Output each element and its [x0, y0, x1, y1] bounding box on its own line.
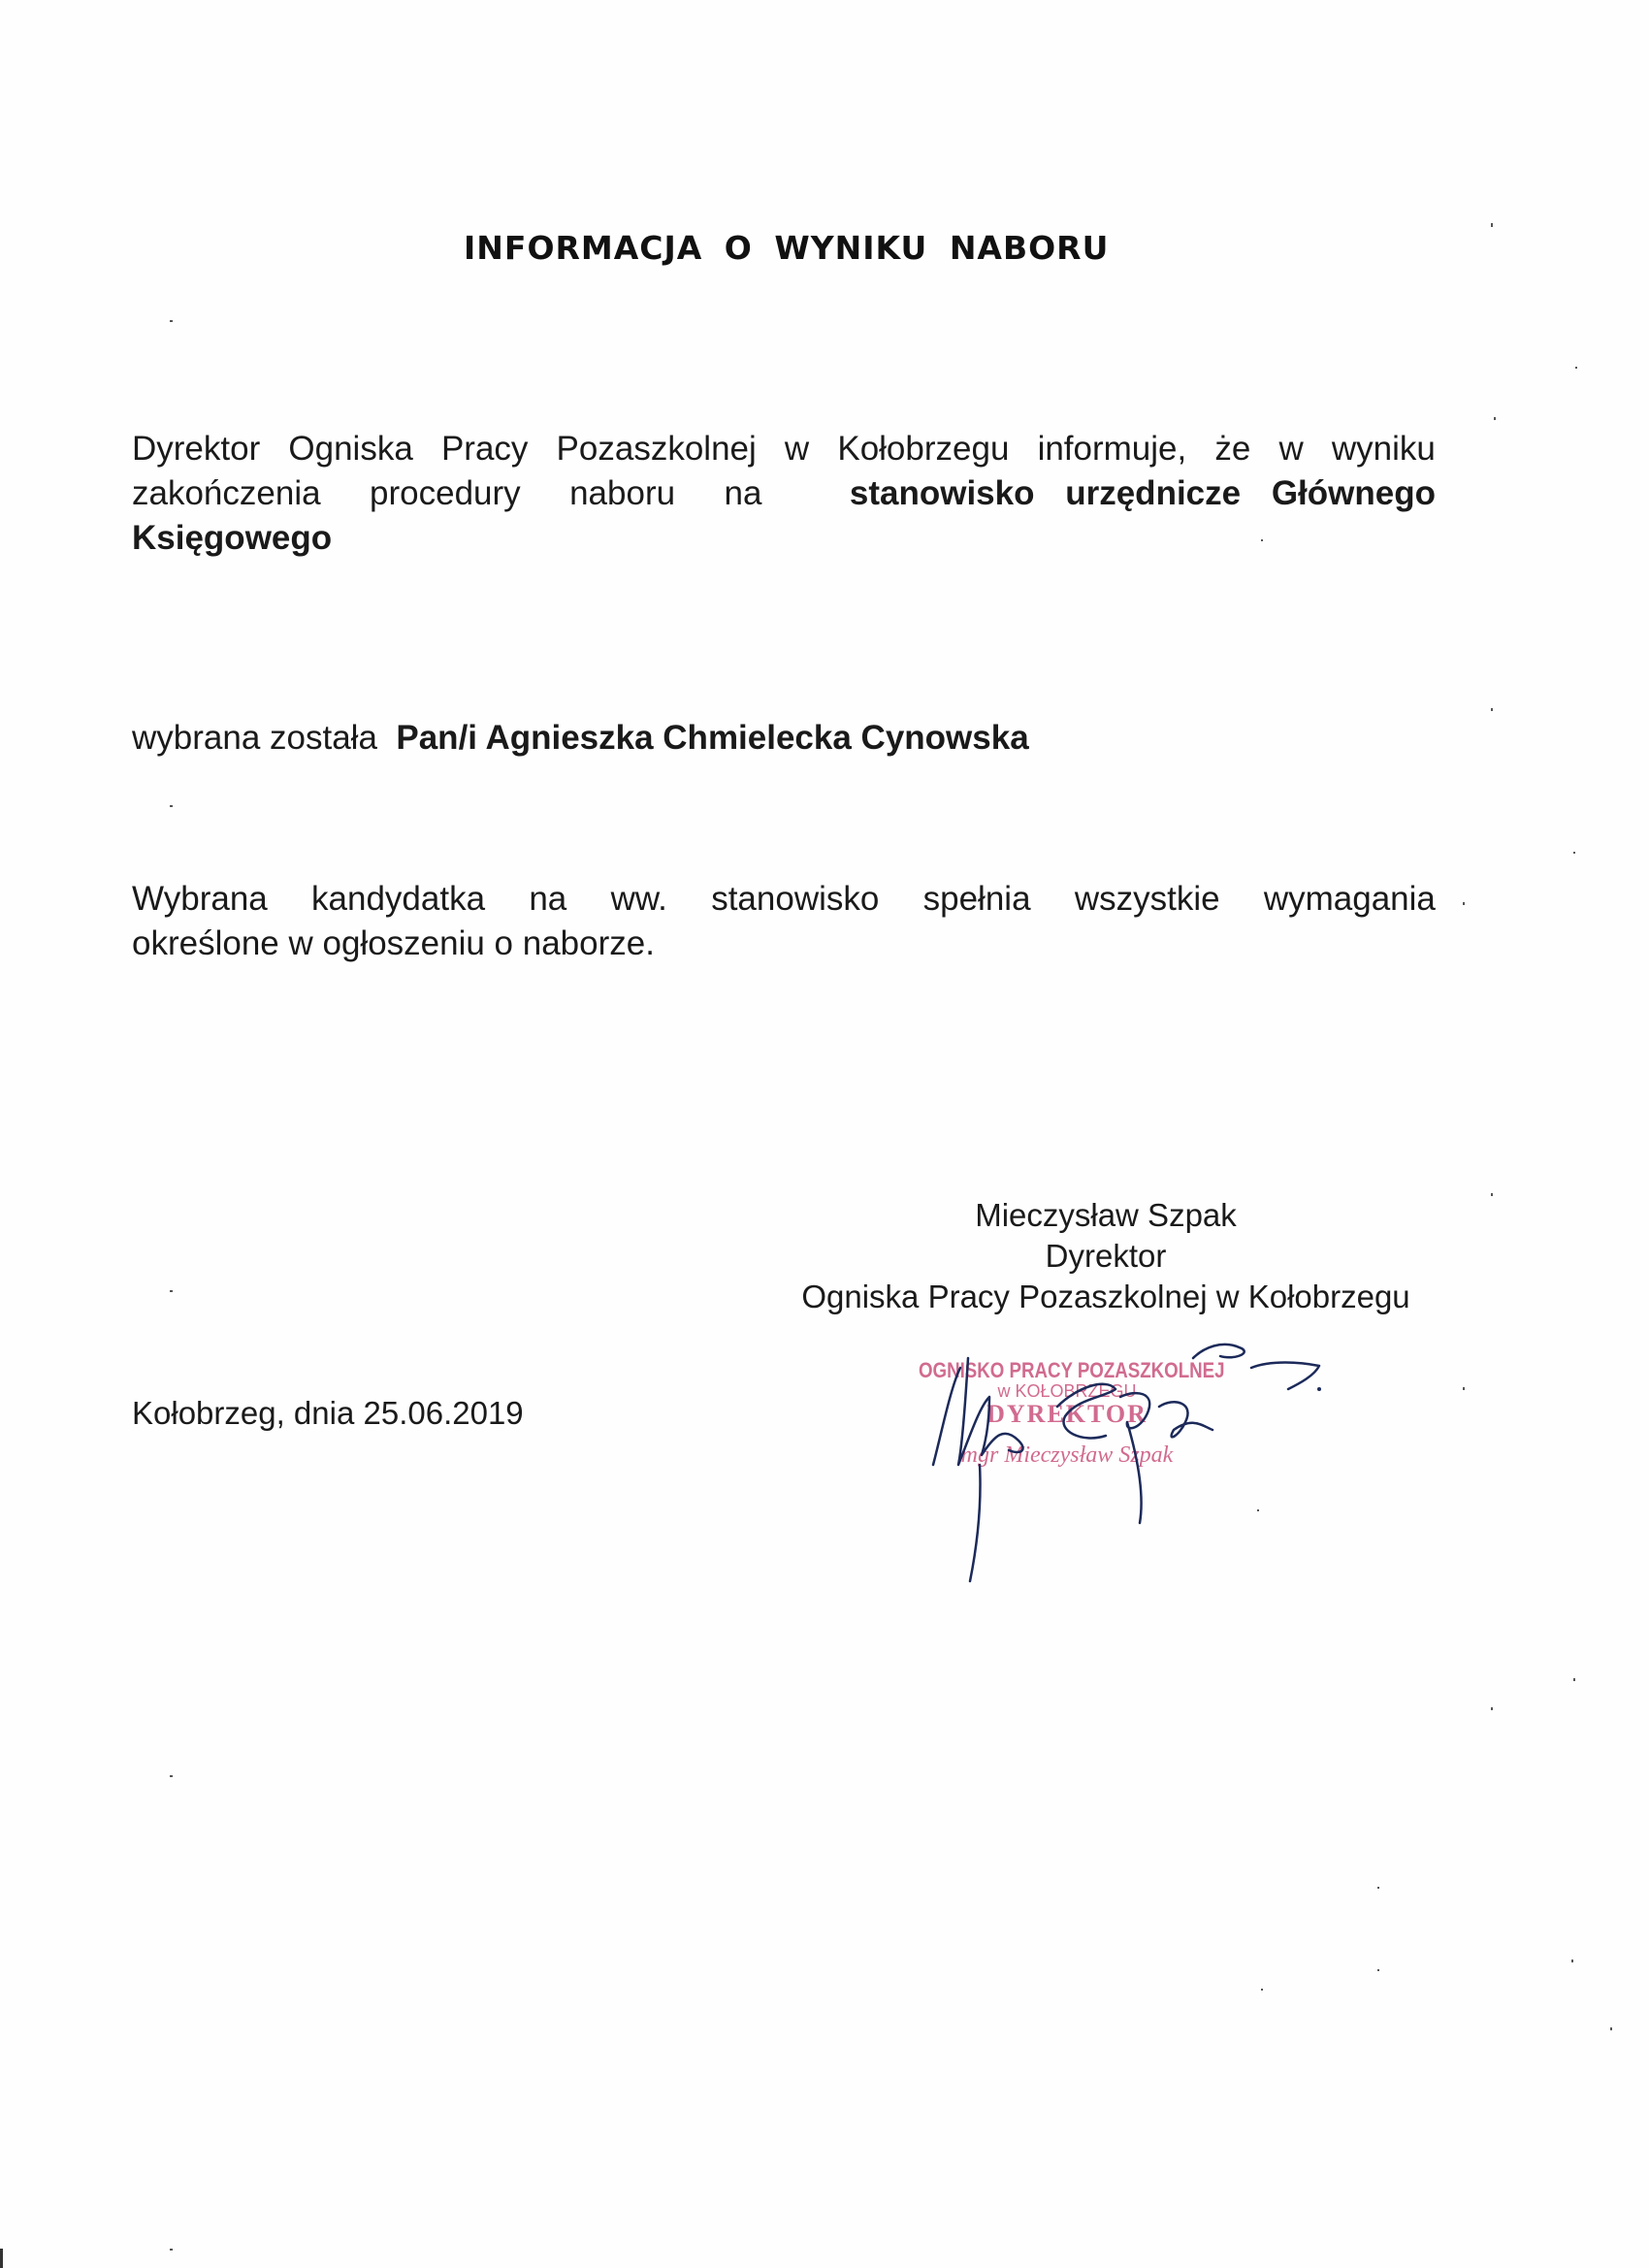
word: w — [1278, 430, 1304, 468]
stamp-line-4: mgr Mieczysław Szpak — [960, 1442, 1174, 1468]
word: spełnia — [922, 880, 1031, 918]
word: zakończenia — [132, 474, 321, 512]
place-and-date: Kołobrzeg, dnia 25.06.2019 — [132, 1395, 524, 1431]
word: Pozaszkolnej — [556, 430, 757, 468]
word: na — [529, 880, 567, 918]
word: na — [724, 474, 762, 512]
stamp-line-3: DYREKTOR — [986, 1400, 1148, 1428]
position-title-continued: Księgowego — [132, 519, 333, 557]
word: Dyrektor — [132, 430, 261, 468]
word: kandydatka — [311, 880, 486, 918]
stamp-line-1: OGNISKO PRACY POZASZKOLNEJ — [919, 1358, 1225, 1382]
selected-prefix: wybrana została — [132, 719, 377, 757]
position-title: stanowisko urzędnicze Głównego — [849, 474, 1436, 512]
document-title: INFORMACJA O WYNIKU NABORU — [464, 229, 1110, 267]
signatory-institution: Ogniska Pracy Pozaszkolnej w Kołobrzegu — [801, 1279, 1410, 1314]
stamp-line-2: w KOŁOBRZEGU — [997, 1381, 1137, 1401]
word: wymagania — [1263, 880, 1436, 918]
word: wszystkie — [1074, 880, 1220, 918]
word: w — [784, 430, 810, 468]
word: Ogniska — [288, 430, 413, 468]
word: Pracy — [440, 430, 529, 468]
requirements-line-2: określone w ogłoszeniu o naborze. — [132, 924, 655, 962]
word: procedury — [370, 474, 521, 512]
word: że — [1214, 430, 1251, 468]
word: ww. — [610, 880, 667, 918]
signatory-position: Dyrektor — [1045, 1238, 1167, 1274]
word: Wybrana — [132, 880, 268, 918]
word: stanowisko — [711, 880, 880, 918]
word: Kołobrzegu — [837, 430, 1010, 468]
word: informuje, — [1037, 430, 1187, 468]
word: wyniku — [1331, 430, 1436, 468]
word: naboru — [569, 474, 676, 512]
selected-candidate-name: Pan/i Agnieszka Chmielecka Cynowska — [396, 719, 1029, 757]
signatory-name: Mieczysław Szpak — [975, 1197, 1237, 1233]
scan-edge-mark — [0, 2249, 3, 2268]
